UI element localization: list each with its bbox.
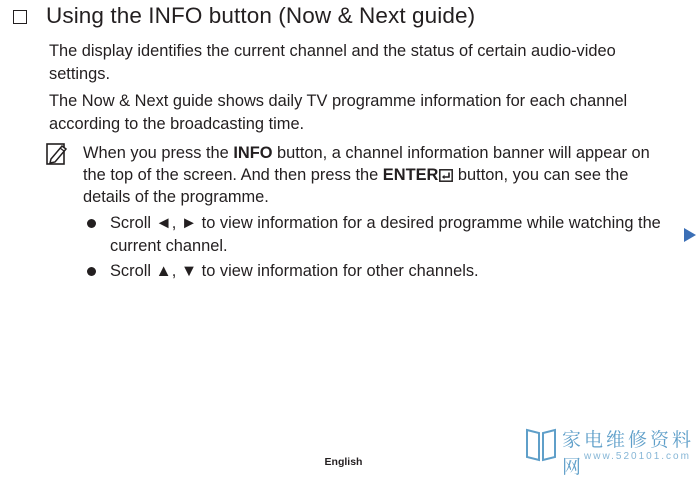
- enter-return-icon: [439, 169, 453, 182]
- watermark-text: 家电维修资料网: [562, 429, 695, 478]
- enter-key-label: ENTER: [382, 166, 439, 184]
- note-text-part1: When you press the: [83, 144, 234, 162]
- guide-paragraph: The Now & Next guide shows daily TV programme information for each channel according to the broadcasting time.: [49, 92, 628, 133]
- bullet-dot-icon: [87, 219, 96, 228]
- next-page-arrow-icon[interactable]: [683, 227, 697, 243]
- checkbox-bullet-icon: [13, 10, 27, 24]
- note-text-part3: button, you can see the details of the programme.: [83, 166, 629, 206]
- intro-paragraph: The display identifies the current channel and the status of certain audio-video settings.: [49, 42, 616, 83]
- watermark-logo: [524, 424, 695, 478]
- bullet-list: [87, 212, 672, 285]
- bullet-dot-icon: [87, 267, 96, 276]
- note-block: [46, 142, 671, 208]
- note-text: [83, 142, 671, 208]
- list-item: [87, 212, 672, 258]
- section-title: Using the INFO button (Now & Next guide): [46, 3, 476, 28]
- note-icon: [46, 143, 70, 165]
- list-item: [87, 260, 672, 283]
- bullet-text: Scroll ▲, ▼ to view information for other channels.: [110, 262, 479, 280]
- book-icon: [524, 424, 558, 464]
- bullet-text: Scroll ◄, ► to view information for a desired programme while watching the current channel.: [110, 214, 661, 255]
- watermark-url: www.520101.com: [584, 451, 691, 462]
- page-footer-language: English: [324, 456, 363, 468]
- note-text-part2: button, a channel information banner will appear on the top of the screen. And then press the: [83, 144, 650, 184]
- info-key-label: INFO: [233, 144, 273, 162]
- section-heading: [13, 3, 475, 29]
